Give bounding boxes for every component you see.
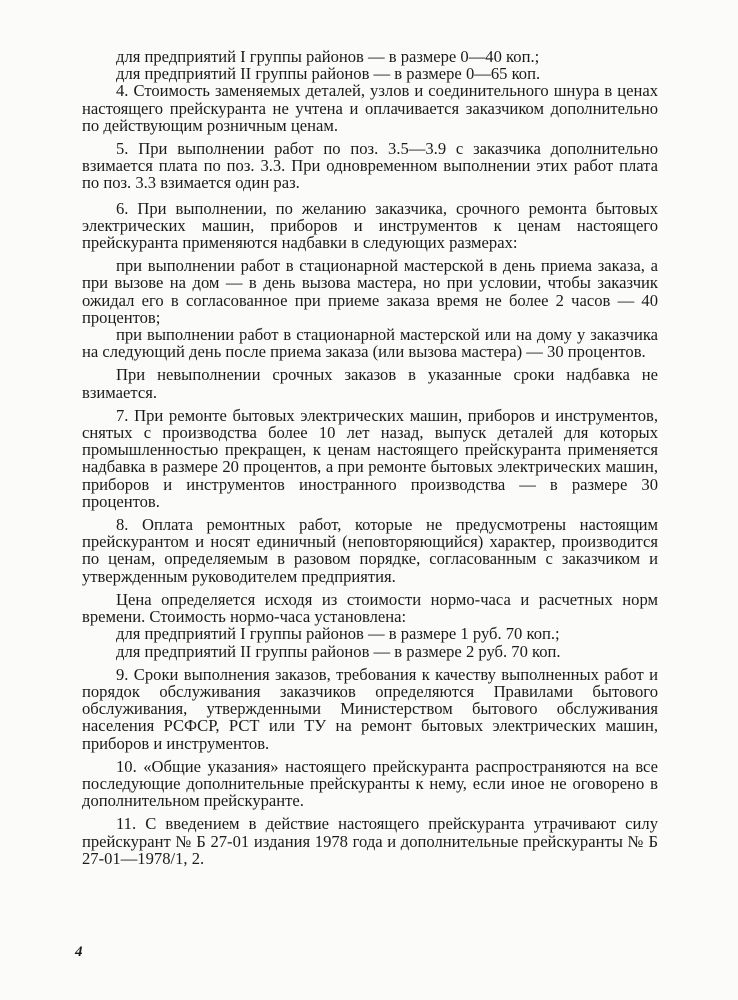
paragraph-hour-rate-zone1: для предприятий I группы районов — в размере 1 руб. 70 коп.;: [116, 624, 560, 644]
body-text: [82, 48, 658, 867]
paragraph-7: 7. При ремонте бытовых электрических машин, приборов и инструментов, снятых с производства более 10 лет назад, выпуск деталей для которых промышленностью прекращен, к ценам настоящего прейскуранта применяется надбавка в размере 20 процентов, а при ремонте бытовых электрических машин, приборов и инструментов иностранного производства — в размере 30 процентов.: [82, 405, 658, 511]
paragraph-hour-rate-zone2: для предприятий II группы районов — в размере 2 руб. 70 коп.: [116, 641, 561, 661]
paragraph-price-basis: Цена определяется исходя из стоимости нормо-часа и расчетных норм времени. Стоимость нормо-часа установлена:: [82, 589, 658, 627]
paragraph-6-no-surcharge: При невыполнении срочных заказов в указанные сроки надбавка не взимается.: [82, 365, 658, 402]
paragraph-11: 11. С введением в действие настоящего прейскуранта утрачивают силу прейскурант № Б 27-01 издания 1978 года и дополнительные прейскуранты № Б 27-01—1978/1, 2.: [82, 814, 658, 868]
paragraph-6: 6. При выполнении, по желанию заказчика, срочного ремонта бытовых электрических машин, приборов и инструментов к ценам настоящего прейскуранта применяются надбавки в следующих размерах:: [82, 198, 658, 253]
paragraph-zone2-rate: для предприятий II группы районов — в размере 0—65 коп.: [116, 64, 541, 84]
paragraph-9: 9. Сроки выполнения заказов, требования к качеству выполненных работ и порядок обслуживания заказчиков определяются Правилами бытового обслуживания, утвержденными Министерством бытового обслуживания населения РСФСР, РСТ или ТУ на ремонт бытовых электрических машин, приборов и инструментов.: [82, 664, 658, 753]
paragraph-4: 4. Стоимость заменяемых деталей, узлов и соединительного шнура в ценах настоящего прейскуранта не учтена и оплачивается заказчиком дополнительно по действующим розничным ценам.: [82, 81, 658, 135]
paragraph-zone1-rate: для предприятий I группы районов — в размере 0—40 коп.;: [116, 47, 540, 66]
page-number: 4: [75, 944, 83, 960]
paragraph-6-urgent-next-day: при выполнении работ в стационарной мастерской или на дому у заказчика на следующий день после приема заказа (или вызова мастера) — 30 процентов.: [82, 325, 658, 362]
paragraph-5: 5. При выполнении работ по поз. 3.5—3.9 с заказчика дополнительно взимается плата по поз. 3.3. При одновременном выполнении этих работ плата по поз. 3.3 взимается один раз.: [82, 139, 658, 193]
paragraph-10: 10. «Общие указания» настоящего прейскуранта распространяются на все последующие дополнительные прейскуранты к нему, если иное не оговорено в дополнительном прейскуранте.: [82, 756, 658, 811]
paragraph-8: 8. Оплата ремонтных работ, которые не предусмотрены настоящим прейскурантом и носят единичный (неповторяющийся) характер, производится по ценам, определяемым в разовом порядке, согласованным с заказчиком и утвержденным руководителем предприятия.: [82, 515, 658, 586]
paragraph-6-urgent-same-day: при выполнении работ в стационарной мастерской в день приема заказа, а при вызове на дом — в день вызова мастера, но при условии, чтобы заказчик ожидал его в согласованное при приеме заказа время не более 2 часов — 40 процентов;: [82, 256, 658, 327]
